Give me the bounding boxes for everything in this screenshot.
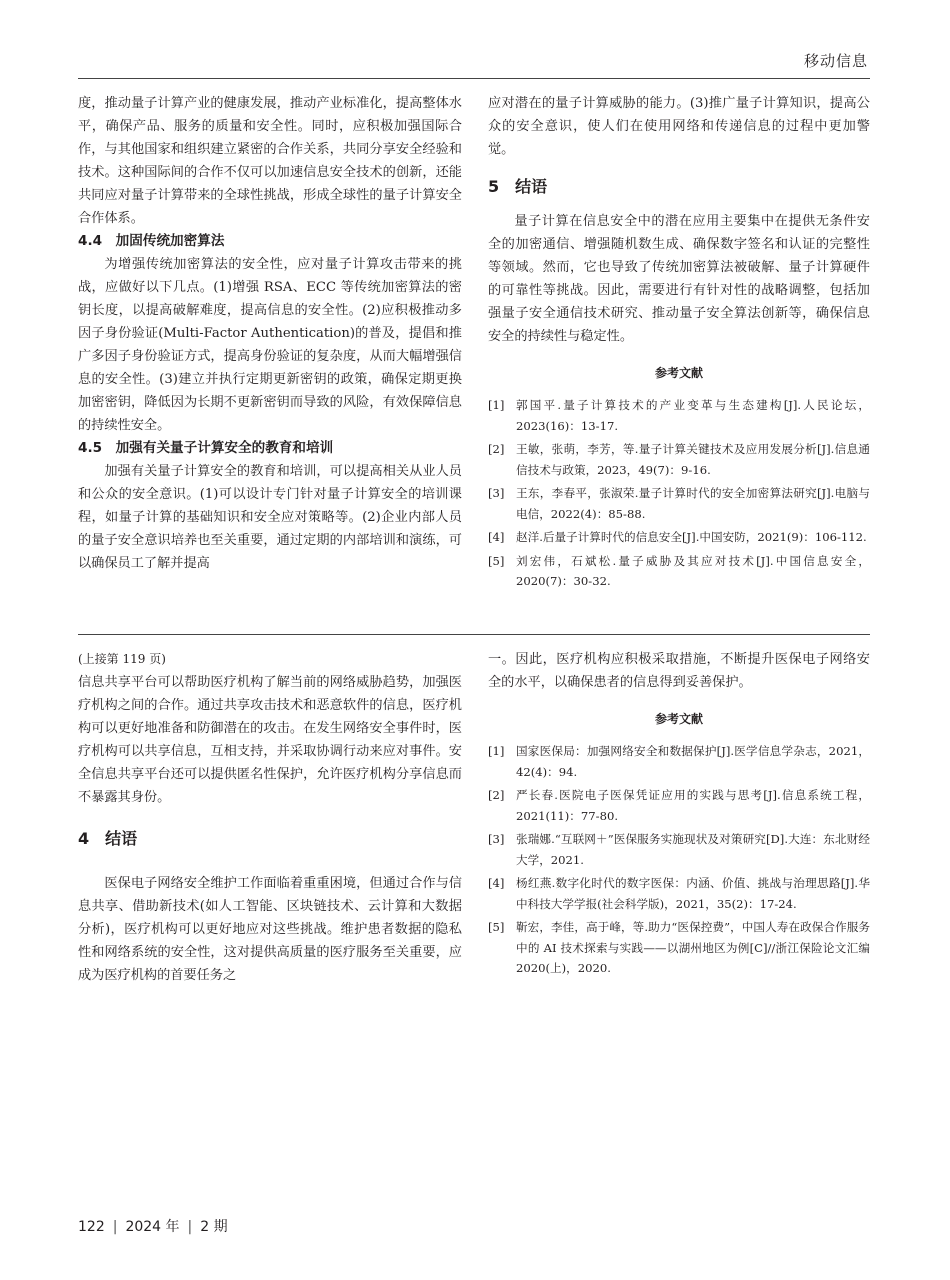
reference-item: [1] 郭国平.量子计算技术的产业变革与生态建构[J].人民论坛，2023(16)：13-17. (488, 398, 870, 433)
paragraph: 度，推动量子计算产业的健康发展，推动产业标准化，提高整体水平，确保产品、服务的质量和安全性。同时，应积极加强国际合作，与其他国家和组织建立紧密的合作关系，共同分享安全经验和技术。这种国际间的合作不仅可以加速信息安全技术的创新，还能共同应对量子计算带来的全球性挑战，形成全球性的量子计算安全合作体系。 (78, 96, 462, 226)
footer-year: 2024 年 (125, 1219, 180, 1235)
footer-separator: | (112, 1219, 118, 1235)
reference-item: [4] 赵洋.后量子计算时代的信息安全[J].中国安防，2021(9)：106-112. (488, 530, 867, 544)
section-heading-4-4: 4.4 加固传统加密算法 (78, 233, 225, 249)
reference-item: [5] 刘宏伟，石斌松.量子威胁及其应对技术[J].中国信息安全，2020(7)：30-32. (488, 553, 870, 588)
paragraph: 一。因此，医疗机构应积极采取措施，不断提升医保电子网络安全的水平，以确保患者的信息得到妥善保护。 (488, 652, 870, 690)
references-title: 参考文献 (654, 712, 703, 726)
section-heading-4: 4 结语 (78, 829, 138, 848)
reference-item: [4] 杨红燕.数字化时代的数字医保：内涵、价值、挑战与治理思路[J].华中科技大学学报(社会科学版)，2021，35(2)：17-24. (488, 876, 870, 911)
article-b-right-column (488, 648, 870, 982)
reference-item: [1] 国家医保局：加强网络安全和数据保护[J].医学信息学杂志，2021，42(4)：94. (488, 744, 870, 779)
paragraph: 应对潜在的量子计算威胁的能力。(3)推广量子计算知识，提高公众的安全意识，使人们在使用网络和传递信息的过程中更加警觉。 (488, 96, 870, 157)
section-heading-4-5: 4.5 加强有关量子计算安全的教育和培训 (78, 440, 334, 456)
reference-list (488, 395, 870, 592)
page-number: 122 (78, 1219, 105, 1235)
paragraph: 加强有关量子计算安全的教育和培训，可以提高相关从业人员和公众的安全意识。(1)可以设计专门针对量子计算安全的培训课程，如量子计算的基础知识和安全应对策略等。(2)企业内部人员的量子安全意识培养也至关重要，通过定期的内部培训和演练，可以确保员工了解并提高 (78, 464, 462, 571)
article-a-right-column (488, 92, 870, 595)
paragraph: 量子计算在信息安全中的潜在应用主要集中在提供无条件安全的加密通信、增强随机数生成、确保数字签名和认证的完整性等领域。然而，它也导致了传统加密算法被破解、量子计算硬件的可靠性等挑战。因此，需要进行有针对性的战略调整，包括加强量子安全通信技术研究、推动量子安全算法创新等，确保信息安全的持续性与稳定性。 (488, 214, 870, 344)
footer-separator: | (187, 1219, 193, 1235)
references-title: 参考文献 (654, 366, 703, 380)
paragraph: 医保电子网络安全维护工作面临着重重困境，但通过合作与信息共享、借助新技术(如人工智能、区块链技术、云计算和大数据分析)，医疗机构可以更好地应对这些挑战。维护患者数据的隐私性和网络系统的安全性，这对提供高质量的医疗服务至关重要，应成为医疗机构的首要任务之 (78, 876, 462, 983)
footer-issue: 2 期 (200, 1219, 228, 1235)
reference-item: [2] 王敏，张萌，李芳，等.量子计算关键技术及应用发展分析[J].信息通信技术与政策，2023，49(7)：9-16. (488, 442, 870, 477)
continuation-note: (上接第 119 页) (78, 652, 166, 666)
header-rule (78, 78, 870, 79)
article-a-left-column (78, 92, 462, 575)
section-heading-5: 5 结语 (488, 177, 548, 196)
article-divider (78, 634, 870, 635)
paragraph: 信息共享平台可以帮助医疗机构了解当前的网络威胁趋势，加强医疗机构之间的合作。通过共享攻击技术和恶意软件的信息，医疗机构可以更好地准备和防御潜在的攻击。在发生网络安全事件时，医疗机构可以共享信息，互相支持，并采取协调行动来应对事件。安全信息共享平台还可以提供匿名性保护，允许医疗机构分享信息而不暴露其身份。 (78, 675, 462, 805)
reference-list (488, 741, 870, 979)
reference-item: [3] 王东，李春平，张淑荣.量子计算时代的安全加密算法研究[J].电脑与电信，2022(4)：85-88. (488, 486, 870, 521)
journal-name: 移动信息 (803, 52, 868, 70)
reference-item: [2] 严长春.医院电子医保凭证应用的实践与思考[J].信息系统工程，2021(11)：77-80. (488, 788, 870, 823)
reference-item: [5] 靳宏，李佳，高于峰，等.助力“医保控费”，中国人寿在政保合作服务中的 AI 技术探索与实践——以湖州地区为例[C]//浙江保险论文汇编 2020(上)，2020. (488, 920, 870, 975)
page-footer (78, 1216, 228, 1236)
article-b-left-column (78, 648, 462, 987)
paragraph: 为增强传统加密算法的安全性，应对量子计算攻击带来的挑战，应做好以下几点。(1)增强 RSA、ECC 等传统加密算法的密钥长度，以提高破解难度，提高信息的安全性。(2)应积极推动多因子身份验证(Multi-Factor Authentication)的普及，提倡和推广多因子身份验证方式，提高身份验证的复杂度，从而大幅增强信息的安全性。(3)建立并执行定期更新密钥的政策，确保定期更换加密密钥，降低因为长期不更新密钥而导致的风险，有效保障信息的持续性安全。 (78, 257, 462, 433)
reference-item: [3] 张瑞娜.“互联网＋”医保服务实施现状及对策研究[D].大连：东北财经大学，2021. (488, 832, 870, 867)
